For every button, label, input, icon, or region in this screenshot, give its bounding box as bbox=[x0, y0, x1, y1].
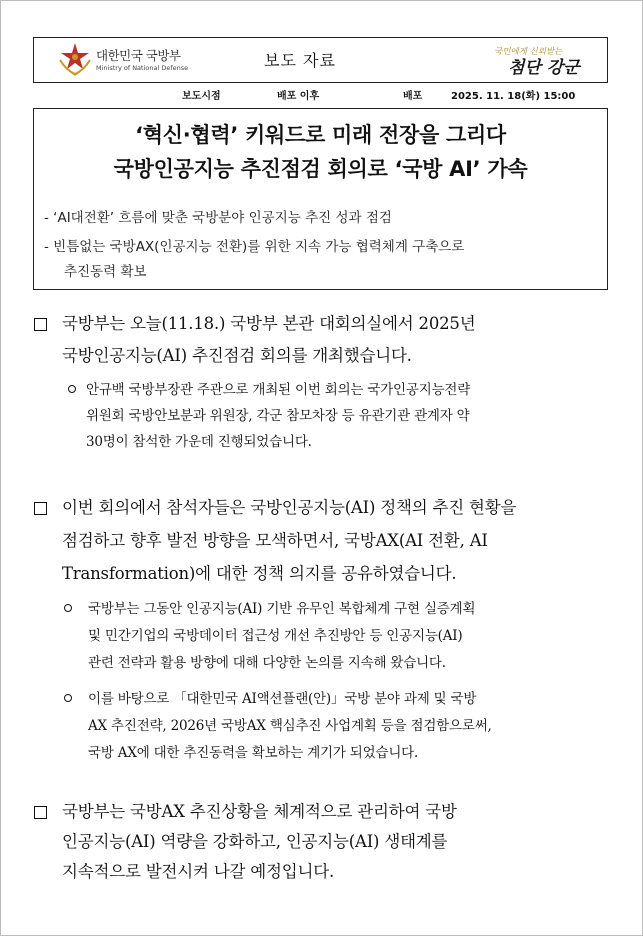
paragraph-2-sub-2-line-2: AX 추진전략, 2026년 국방AX 핵심추진 사업계획 등을 점검함으로써, bbox=[88, 718, 492, 734]
paragraph-2-line-3: Transformation)에 대한 정책 의지를 공유하였습니다. bbox=[62, 564, 457, 583]
paragraph-2-sub-2-line-3: 국방 AX에 대한 추진동력을 확보하는 계기가 되었습니다. bbox=[88, 745, 419, 761]
paragraph-2-line-1: 이번 회의에서 참석자들은 국방인공지능(AI) 정책의 추진 현황을 bbox=[62, 498, 517, 517]
paragraph-2-sub-1-line-3: 관련 전략과 활용 방향에 대해 다양한 논의를 지속해 왔습니다. bbox=[88, 655, 446, 671]
paragraph-1-sub-1-line-1: 안규백 국방부장관 주관으로 개최된 이번 회의는 국가인공지능전략 bbox=[86, 382, 471, 398]
sub-bullet-2-2 bbox=[64, 694, 72, 702]
distribution-label: 배포 bbox=[403, 91, 423, 102]
headline-box bbox=[33, 108, 608, 290]
subheading-2-line-1: - 빈틈없는 국방AX(인공지능 전환)를 위한 지속 가능 협력체계 구축으로 bbox=[44, 239, 465, 255]
slogan-small: 국민에게 신뢰받는 bbox=[494, 47, 563, 57]
paragraph-bullet-2 bbox=[34, 502, 47, 515]
paragraph-2-sub-2-line-1: 이를 바탕으로 「대한민국 AI액션플랜(안)」국방 분야 과제 및 국방 bbox=[88, 691, 477, 707]
paragraph-bullet-3 bbox=[34, 806, 47, 819]
release-time-label: 보도시점 bbox=[182, 91, 221, 102]
paragraph-3-line-3: 지속적으로 발전시켜 나갈 예정입니다. bbox=[62, 862, 335, 881]
subheading-1: - ‘AI대전환’ 흐름에 맞춘 국방분야 인공지능 추진 성과 점검 bbox=[44, 210, 392, 226]
paragraph-3-line-2: 인공지능(AI) 역량을 강화하고, 인공지능(AI) 생태계를 bbox=[62, 832, 448, 851]
paragraph-bullet-1 bbox=[34, 318, 47, 331]
ministry-name: 대한민국 국방부 bbox=[96, 48, 181, 63]
paragraph-2-sub-1-line-1: 국방부는 그동안 인공지능(AI) 기반 유무인 복합체계 구현 실증계획 bbox=[88, 601, 476, 617]
doc-type-title: 보도 자료 bbox=[264, 51, 336, 70]
paragraph-2-sub-1-line-2: 및 민간기업의 국방데이터 접근성 개선 추진방안 등 인공지능(AI) bbox=[88, 628, 463, 644]
paragraph-1-line-1: 국방부는 오늘(11.18.) 국방부 본관 대회의실에서 2025년 bbox=[62, 314, 476, 333]
headline-line-2: 국방인공지능 추진점검 회의로 ‘국방 AI’ 가속 bbox=[113, 157, 528, 181]
paragraph-1-sub-1-line-2: 위원회 국방안보분과 위원장, 각군 참모차장 등 유관기관 관계자 약 bbox=[86, 408, 470, 424]
paragraph-1-line-2: 국방인공지능(AI) 추진점검 회의를 개최했습니다. bbox=[62, 346, 412, 365]
ministry-name-en: Ministry of National Defense bbox=[96, 64, 189, 72]
release-time-value: 배포 이후 bbox=[277, 91, 320, 102]
slogan-logo bbox=[474, 42, 599, 78]
slogan-large: 첨단 강군 bbox=[508, 58, 580, 78]
headline-line-1: ‘혁신·협력’ 키워드로 미래 전장을 그리다 bbox=[135, 123, 506, 147]
subheading-2-line-2: 추진동력 확보 bbox=[64, 264, 147, 280]
sub-bullet-2-1 bbox=[64, 604, 72, 612]
ministry-emblem-icon bbox=[56, 40, 94, 78]
sub-bullet-1-1 bbox=[68, 385, 76, 393]
ministry-logo bbox=[56, 40, 226, 78]
paragraph-3-line-1: 국방부는 국방AX 추진상황을 체계적으로 관리하여 국방 bbox=[62, 802, 457, 821]
press-release-header bbox=[33, 37, 608, 83]
distribution-value: 2025. 11. 18(화) 15:00 bbox=[451, 91, 576, 102]
paragraph-2-line-2: 점검하고 향후 발전 방향을 모색하면서, 국방AX(AI 전환, AI bbox=[62, 531, 488, 550]
paragraph-1-sub-1-line-3: 30명이 참석한 가운데 진행되었습니다. bbox=[86, 434, 312, 450]
